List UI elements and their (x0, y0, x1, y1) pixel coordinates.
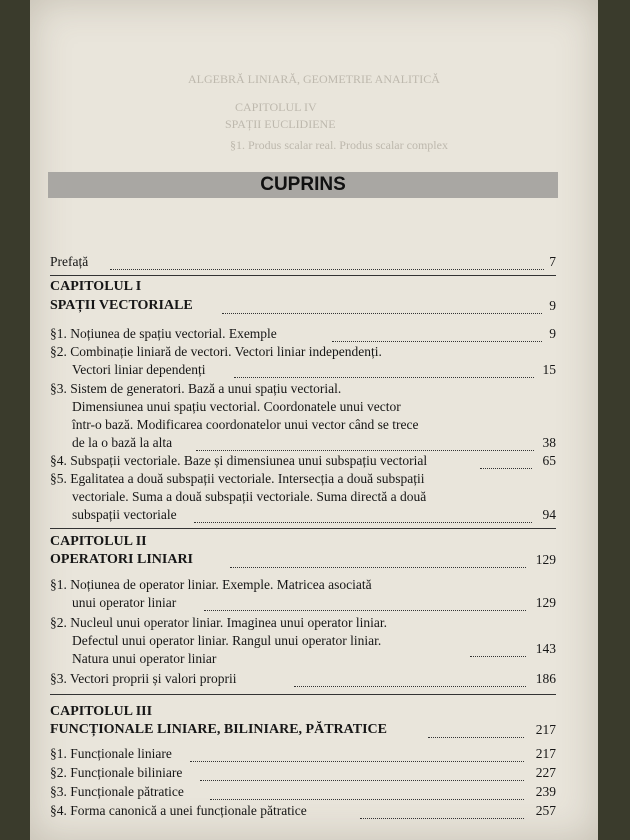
entry-title: §4. Forma canonică a unei funcționale pătratice (50, 803, 307, 818)
divider (50, 528, 556, 529)
entry-title: de la o bază la alta (72, 435, 173, 450)
ghost-line: CAPITOLUL IV (235, 100, 317, 114)
toc-entry (50, 764, 556, 782)
dot-leader (294, 676, 526, 687)
toc-entry (50, 783, 556, 801)
entry-title: §4. Subspații vectoriale. Baze și dimensiunea unui subspațiu vectorial (50, 453, 428, 468)
entry-title: §3. Funcționale pătratice (50, 784, 184, 799)
dot-leader (332, 331, 542, 342)
dot-leader (210, 789, 524, 800)
toc-entry (50, 594, 556, 612)
toc-entry (50, 434, 556, 452)
entry-line: §1. Noțiunea de operator liniar. Exemple. Matricea asociată (50, 577, 372, 592)
chapter-heading: CAPITOLUL II (50, 534, 147, 549)
toc-entry-chapter3 (50, 721, 556, 739)
page-number: 9 (549, 326, 556, 341)
dot-leader (470, 646, 526, 657)
toc-entry (50, 802, 556, 820)
entry-title: Vectori liniar dependenți (72, 362, 206, 377)
toc-entry (50, 670, 556, 688)
entry-title: §2. Funcționale biliniare (50, 765, 183, 780)
dot-leader (222, 303, 542, 314)
dot-leader (196, 440, 534, 451)
page-number: 129 (535, 552, 556, 567)
chapter-heading: CAPITOLUL III (50, 704, 153, 719)
toc-entry-chapter2 (50, 551, 556, 569)
page-number: 9 (549, 298, 556, 313)
dot-leader (194, 512, 532, 523)
toc-entry (50, 506, 556, 524)
dot-leader (428, 727, 524, 738)
toc-entry (50, 361, 556, 379)
dot-leader (480, 458, 532, 469)
toc-entry (50, 745, 556, 763)
toc-entry (50, 325, 556, 343)
toc-entry (50, 452, 556, 470)
divider (50, 694, 556, 695)
entry-title: subspații vectoriale (72, 507, 177, 522)
page-number: 65 (542, 453, 556, 468)
dot-leader (110, 259, 544, 270)
entry-line: §3. Sistem de generatori. Bază a unui spațiu vectorial. (50, 381, 342, 396)
dot-leader (200, 770, 524, 781)
chapter-title: SPAȚII VECTORIALE (50, 298, 193, 313)
ghost-running-header: ALGEBRĂ LINIARĂ, GEOMETRIE ANALITICĂ (188, 72, 440, 86)
chapter-title: FUNCȚIONALE LINIARE, BILINIARE, PĂTRATICE (50, 722, 387, 737)
chapter-heading: CAPITOLUL I (50, 279, 142, 294)
entry-line: §2. Nucleul unui operator liniar. Imaginea unui operator liniar. (50, 615, 388, 630)
dot-leader (204, 600, 526, 611)
toc-entry-chapter1 (50, 297, 556, 315)
entry-line: Dimensiunea unui spațiu vectorial. Coordonatele unui vector (72, 399, 401, 414)
page-number: 129 (535, 595, 556, 610)
page-number: 94 (542, 507, 556, 522)
page-number: 217 (535, 746, 556, 761)
entry-line: §5. Egalitatea a două subspații vectoriale. Intersecția a două subspații (50, 471, 425, 486)
page-number: 227 (535, 765, 556, 780)
entry-title: unui operator liniar (72, 595, 177, 610)
entry-title: §3. Vectori proprii și valori proprii (50, 671, 237, 686)
page-number: 143 (535, 641, 556, 656)
chapter-title: OPERATORI LINIARI (50, 552, 194, 567)
ghost-line: §1. Produs scalar real. Produs scalar complex (230, 138, 448, 152)
page-number: 217 (535, 722, 556, 737)
entry-line: vectoriale. Suma a două subspații vectoriale. Suma directă a două (72, 489, 427, 504)
page-number: 7 (549, 254, 556, 269)
dot-leader (360, 808, 524, 819)
ghost-line: SPAȚII EUCLIDIENE (225, 117, 336, 131)
entry-line: §2. Combinație liniară de vectori. Vectori liniar independenți. (50, 344, 382, 359)
toc-entry-preface (50, 253, 556, 271)
toc-entry (50, 632, 556, 656)
page-number: 257 (535, 803, 556, 818)
entry-title: Defectul unui operator liniar. Rangul unui operator liniar. (72, 633, 382, 648)
divider (50, 275, 556, 276)
page-number: 38 (542, 435, 556, 450)
page-number: 186 (535, 671, 556, 686)
entry-line: Natura unui operator liniar (72, 651, 217, 666)
entry-title: §1. Noțiunea de spațiu vectorial. Exemple (50, 326, 277, 341)
entry-line: într-o bază. Modificarea coordonatelor unui vector când se trece (72, 417, 419, 432)
book-page (30, 0, 598, 840)
page-number: 15 (542, 362, 556, 377)
dot-leader (230, 557, 526, 568)
page-title: CUPRINS (260, 174, 346, 195)
entry-title: Prefață (50, 254, 89, 269)
entry-title: §1. Funcționale liniare (50, 746, 172, 761)
dot-leader (190, 751, 524, 762)
page-number: 239 (535, 784, 556, 799)
dot-leader (234, 367, 534, 378)
toc-title-banner (48, 172, 558, 198)
